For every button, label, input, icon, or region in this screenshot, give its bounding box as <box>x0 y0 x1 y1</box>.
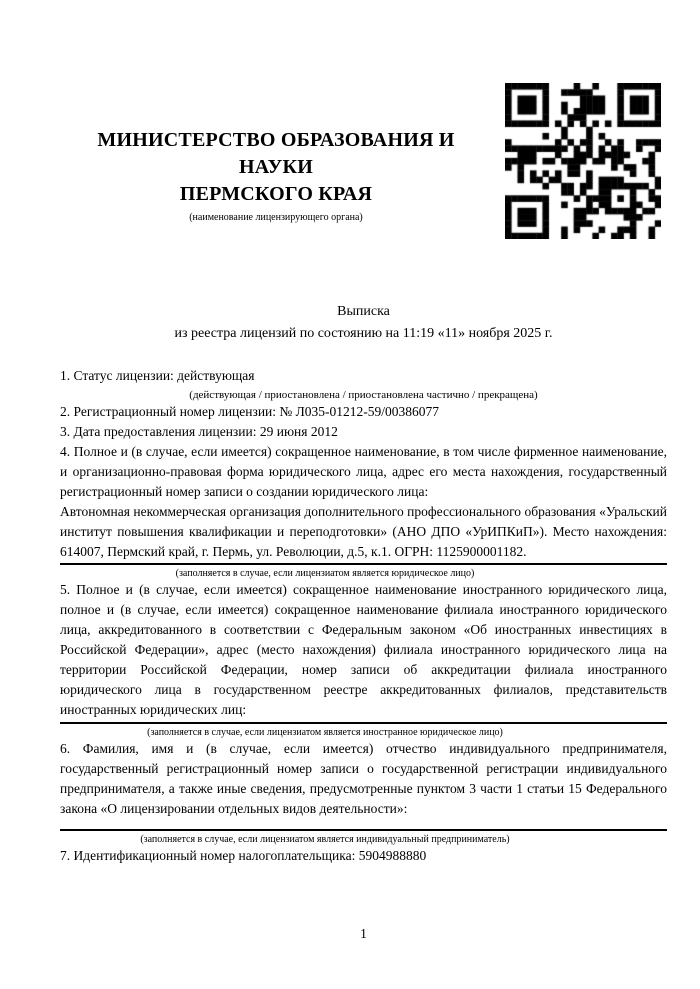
item-individual-entrepreneur-label: 6. Фамилия, имя и (в случае, если имеется) отчество индивидуального предпринимателя, государственный регистрационный номер записи о государственной регистрации индивидуального предпринимателя, а также иные сведения, предусмотренные пунктом 3 части 1 статьи 15 Федерального закона «О лицензировании отдельных видов деятельности»: <box>60 741 667 816</box>
fill-caption-individual-entrepreneur: (заполняется в случае, если лицензиатом является индивидуальный предприниматель) <box>140 834 510 845</box>
document-title <box>60 301 667 345</box>
fill-line-legal-entity <box>60 563 667 565</box>
page-number: 1 <box>360 926 367 941</box>
authority-name-line1: МИНИСТЕРСТВО ОБРАЗОВАНИЯ И НАУКИ <box>97 129 455 178</box>
item-foreign-entity-label: 5. Полное и (в случае, если имеется) сокращенное наименование иностранного юридического лица, полное и (в случае, если имеется) сокращенное наименование филиала иностранного юридического лица, аккредитованного в соответствии с Федеральным законом «Об иностранных инвестициях в Российской Федерации», адрес (место нахождения) филиала иностранного юридического лица на территории Российской Федерации, номер записи об аккредитации филиала иностранного юридического лица в государственном реестре аккредитованных филиалов, представительств иностранных юридических лиц: <box>60 582 667 717</box>
item-license-status: 1. Статус лицензии: действующая <box>60 368 255 383</box>
fill-line-foreign-entity <box>60 722 667 724</box>
qr-code-image <box>505 83 661 239</box>
licensing-authority-header <box>60 127 492 224</box>
item-license-status-caption: (действующая / приостановлена / приостановлена частично / прекращена) <box>189 389 538 401</box>
authority-caption: (наименование лицензирующего органа) <box>189 212 363 223</box>
document-body <box>60 366 667 866</box>
item-legal-entity-label: 4. Полное и (в случае, если имеется) сокращенное наименование, в том числе фирменное наименование, и организационно-правовая форма юридического лица, адрес его места нахождения, государственный регистрационный номер записи о создании юридического лица: <box>60 444 667 499</box>
item-taxpayer-number: 7. Идентификационный номер налогоплательщика: 5904988880 <box>60 848 427 863</box>
document-title-line1: Выписка <box>337 304 390 319</box>
fill-line-individual-entrepreneur <box>60 829 667 831</box>
authority-name-line2: ПЕРМСКОГО КРАЯ <box>179 183 373 205</box>
item-registration-number: 2. Регистрационный номер лицензии: № Л035-01212-59/00386077 <box>60 404 440 419</box>
document-title-line2: из реестра лицензий по состоянию на 11:19 «11» ноября 2025 г. <box>174 326 553 341</box>
qr-code-icon <box>505 83 661 239</box>
fill-caption-legal-entity: (заполняется в случае, если лицензиатом является юридическое лицо) <box>175 568 475 579</box>
item-legal-entity-value: Автономная некоммерческая организация дополнительного профессионального образования «Уральский институт повышения квалификации и переподготовки» (АНО ДПО «УрИПКиП»). Место нахождения: 614007, Пермский край, г. Пермь, ул. Революции, д.5, к.1. ОГРН: 1125900001182. <box>60 504 667 559</box>
item-grant-date: 3. Дата предоставления лицензии: 29 июня 2012 <box>60 424 338 439</box>
fill-caption-foreign-entity: (заполняется в случае, если лицензиатом является иностранное юридическое лицо) <box>147 727 503 738</box>
